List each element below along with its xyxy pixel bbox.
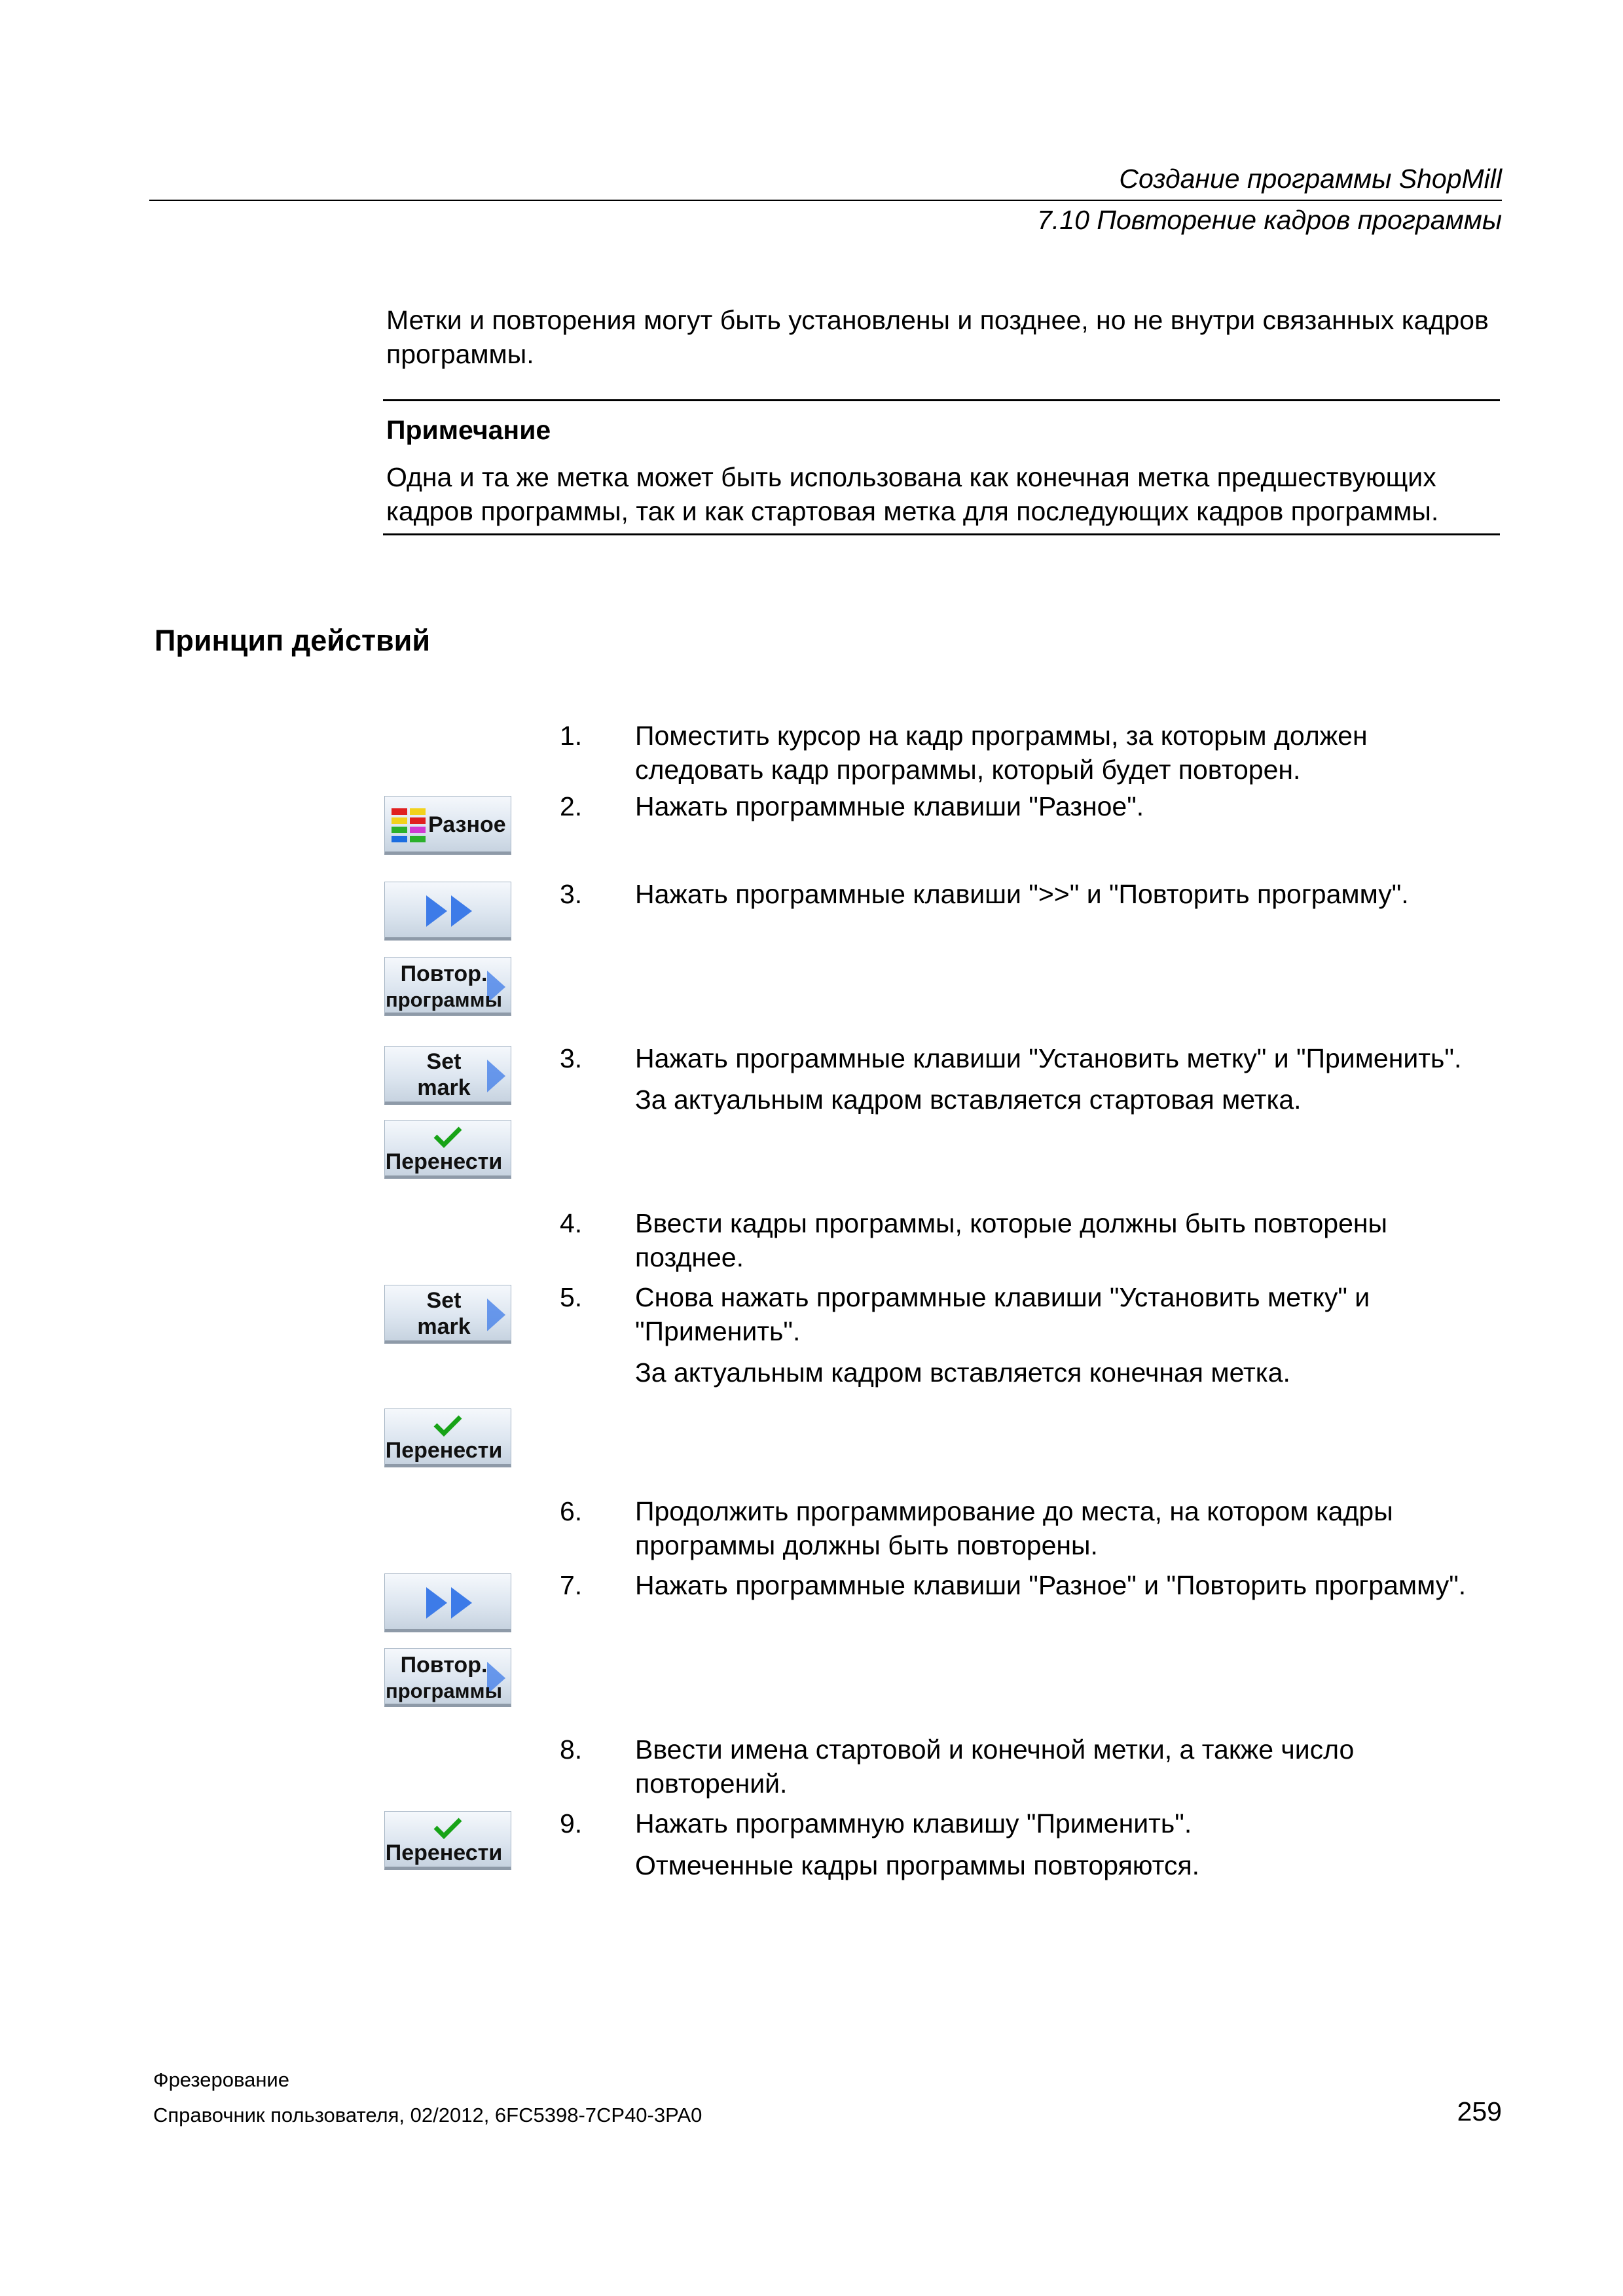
step-number: 4. <box>560 1208 583 1238</box>
step-number: 3. <box>560 1043 583 1073</box>
softkey-label-line1: Set <box>426 1288 462 1313</box>
footer-manual: Справочник пользователя, 02/2012, 6FC5398-7CP40-3PA0 <box>153 2104 702 2126</box>
checkmark-icon <box>431 1126 464 1148</box>
step-text: Нажать программные клавиши "Установить метку" и "Применить". <box>635 1043 1462 1073</box>
step-number: 6. <box>560 1496 583 1526</box>
page-number: 259 <box>1457 2096 1502 2126</box>
step-text: Продолжить программирование до места, на котором кадры программы должны быть повторены. <box>635 1496 1393 1560</box>
set-mark-softkey[interactable] <box>384 1285 511 1344</box>
step-text: Ввести кадры программы, которые должны быть повторены позднее. <box>635 1208 1388 1272</box>
more-softkey[interactable] <box>384 1573 511 1632</box>
checkmark-icon <box>431 1817 464 1839</box>
misc-grid-icon <box>390 807 427 846</box>
fast-forward-icon <box>421 893 480 929</box>
header-rule <box>149 200 1502 201</box>
step-text: Поместить курсор на кадр программы, за которым должен следовать кадр программы, который будет повторен. <box>635 721 1368 785</box>
note-box <box>383 399 1500 535</box>
softkey-label: Перенести <box>385 1840 503 1865</box>
footer-product: Фрезерование <box>153 2068 289 2091</box>
step-text: Нажать программные клавиши ">>" и "Повторить программу". <box>635 879 1409 909</box>
section-header: 7.10 Повторение кадров программы <box>1037 205 1502 235</box>
step-number: 7. <box>560 1570 583 1600</box>
step-number: 1. <box>560 721 583 751</box>
step-result: За актуальным кадром вставляется стартовая метка. <box>635 1085 1302 1115</box>
softkey-label-line1: Повтор. <box>400 961 488 986</box>
step-number: 8. <box>560 1734 583 1765</box>
step-text: Нажать программную клавишу "Применить". <box>635 1808 1192 1839</box>
softkey-label-line2: программы <box>385 1679 503 1702</box>
repeat-program-softkey[interactable] <box>384 957 511 1016</box>
softkey-label: Перенести <box>385 1438 503 1463</box>
step-result: За актуальным кадром вставляется конечная метка. <box>635 1357 1290 1388</box>
softkey-label: Перенести <box>385 1149 503 1174</box>
apply-softkey[interactable] <box>384 1811 511 1870</box>
more-softkey[interactable] <box>384 882 511 941</box>
intro-paragraph: Метки и повторения могут быть установлены и позднее, но не внутри связанных кадров программы. <box>386 305 1489 369</box>
checkmark-icon <box>431 1414 464 1437</box>
chapter-title: Создание программы ShopMill <box>1119 164 1502 194</box>
softkey-label: Разное <box>428 812 506 837</box>
apply-softkey[interactable] <box>384 1120 511 1179</box>
apply-softkey[interactable] <box>384 1408 511 1467</box>
softkey-label-line1: Set <box>426 1049 462 1074</box>
step-number: 2. <box>560 791 583 821</box>
softkey-label-line2: mark <box>417 1314 471 1339</box>
step-number: 5. <box>560 1282 583 1312</box>
misc-softkey[interactable] <box>384 796 511 855</box>
section-title: Принцип действий <box>155 624 430 657</box>
note-title: Примечание <box>386 415 551 445</box>
step-number: 3. <box>560 879 583 909</box>
step-result: Отмеченные кадры программы повторяются. <box>635 1850 1200 1880</box>
set-mark-softkey[interactable] <box>384 1046 511 1105</box>
step-text: Нажать программные клавиши "Разное" и "Повторить программу". <box>635 1570 1467 1600</box>
fast-forward-icon <box>421 1585 480 1621</box>
softkey-label-line1: Повтор. <box>400 1653 488 1677</box>
softkey-label-line2: программы <box>385 988 503 1011</box>
softkey-label-line2: mark <box>417 1075 471 1100</box>
step-text: Нажать программные клавиши "Разное". <box>635 791 1144 821</box>
step-text: Ввести имена стартовой и конечной метки, а также число повторений. <box>635 1734 1355 1799</box>
step-text: Снова нажать программные клавиши "Установить метку" и "Применить". <box>635 1282 1370 1346</box>
note-text: Одна и та же метка может быть использована как конечная метка предшествующих кадров программы, так и как стартовая метка для последующих кадров программы. <box>386 462 1439 526</box>
repeat-program-softkey[interactable] <box>384 1648 511 1707</box>
step-number: 9. <box>560 1808 583 1839</box>
